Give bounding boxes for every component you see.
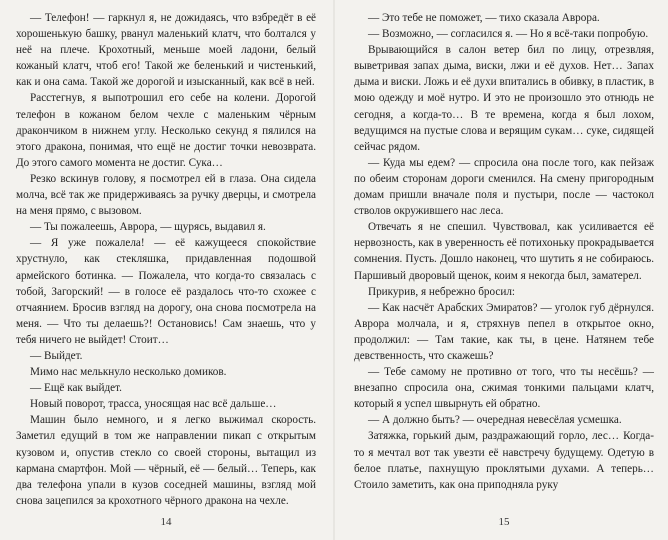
left-page: [16, 10, 316, 538]
page-number-left: 14: [160, 516, 172, 528]
paragraph: Машин было немного, и я легко выжимал скорость. Заметил едущий в том же направлении пикап с открытым кузовом и, опустив стекло со своей стороны, вытащил из кармана смартфон. Мой — чёрный, её — белый… Теперь, как два телефона упали в кузов соседней машины, взгляд мой снова зацепился за крохотного чёрного дракона на чехле.: [16, 414, 316, 507]
paragraph: — А должно быть? — очередная невесёлая усмешка.: [368, 414, 622, 427]
right-page: [354, 10, 654, 538]
paragraph: Затяжка, горький дым, раздражающий горло, лес… Когда-то я мечтал вот так увезти её навстречу будущему. Одетую в белое платье, пахнущую проклятыми духами. А теперь… Стоило заметить, как она приподняла руку: [354, 430, 654, 491]
paragraph: — Выйдет.: [30, 349, 83, 362]
paragraph: Врывающийся в салон ветер бил по лицу, отрезвляя, выветривая запах дыма, виски, лжи и её духов. Нет… Запах дыма и виски. Ложь и её духи впитались в обивку, в пластик, в мою одежду и моё нутро. И это не произошло это отнюдь не сегодня, а когда-то… В те времена, когда я был лохом, ведущимся на пустые слова и верящим сукам… суке, сидящей сейчас рядом.: [354, 44, 654, 153]
paragraph: Отвечать я не спешил. Чувствовал, как усиливается её нервозность, как в уверенность её потихоньку прокрадывается сомнения. Пусть. Дошло наконец, что шутить я не собираюсь. Паршивый дворовый щенок, коим я некогда был, заматерел.: [354, 221, 654, 282]
paragraph: — Ещё как выйдет.: [30, 382, 122, 395]
paragraph: — Тебе самому не противно от того, что ты несёшь? — внезапно спросила она, сжимая тонкими пальцами клатч, который я успел швырнуть ей обратно.: [354, 366, 654, 411]
paragraph: — Возможно, — согласился я. — Но я всё-таки попробую.: [368, 28, 649, 41]
paragraph: — Как насчёт Арабских Эмиратов? — уголок губ дёрнулся. Аврора молчала, и я, стряхнув пепел в открытое окно, продолжил: — Там такие, как ты, в цене. Натянем тебе девственность, что скажешь?: [354, 301, 654, 362]
paragraph: — Ты пожалеешь, Аврора, — щурясь, выдавил я.: [30, 221, 266, 234]
paragraph: — Это тебе не поможет, — тихо сказала Аврора.: [368, 12, 600, 24]
right-page-text: [354, 10, 654, 493]
book-gutter: [333, 0, 335, 540]
paragraph: — Я уже пожалела! — её кажущееся спокойствие хрустнуло, как стекляшка, придавленная подошвой армейского ботинка. — Пожалела, что когда-то связалась с тобой, Загорский! — в голосе её раздалось что-то схожее с отчаянием. Бросив взгляд на дорогу, она снова посмотрела на меня. — Что ты делаешь?! Остановись! Сам знаешь, что у тебя ничего не выйдет! Стоит…: [16, 237, 316, 346]
left-page-text: [16, 10, 316, 509]
paragraph: — Телефон! — гаркнул я, не дожидаясь, что взбредёт в её хорошенькую башку, рванул маленький клатч, что болтался у неё на плече. Крохотный, меньше моей ладони, белый кожаный клатч, чтоб его! Такой же беленький и чистенький, как и она сама. Такой же дорогой и изысканный, как всё в ней.: [16, 12, 316, 89]
paragraph: Расстегнув, я выпотрошил его себе на колени. Дорогой телефон в кожаном белом чехле с маленьким чёрным дракончиком в нижнем углу. Несколько секунд я пялился на этого дракона, понимая, что ещё не достиг точки невозврата. До этого самого момента не достиг. Сука…: [16, 92, 316, 169]
paragraph: — Куда мы едем? — спросила она после того, как пейзаж по обеим сторонам дороги сменился. На смену пригородным домам пришли вначале поля и пустыри, после — частокол стволов окружившего нас леса.: [354, 156, 654, 218]
paragraph: Резко вскинув голову, я посмотрел ей в глаза. Она сидела молча, всё так же придерживаясь за ручку дверцы, и смотрела на меня прямо, с вызовом.: [16, 172, 316, 218]
page-number-right: 15: [498, 516, 510, 528]
paragraph: Новый поворот, трасса, уносящая нас всё дальше…: [30, 398, 277, 411]
paragraph: Прикурив, я небрежно бросил:: [368, 285, 516, 298]
paragraph: Мимо нас мелькнуло несколько домиков.: [30, 366, 227, 379]
